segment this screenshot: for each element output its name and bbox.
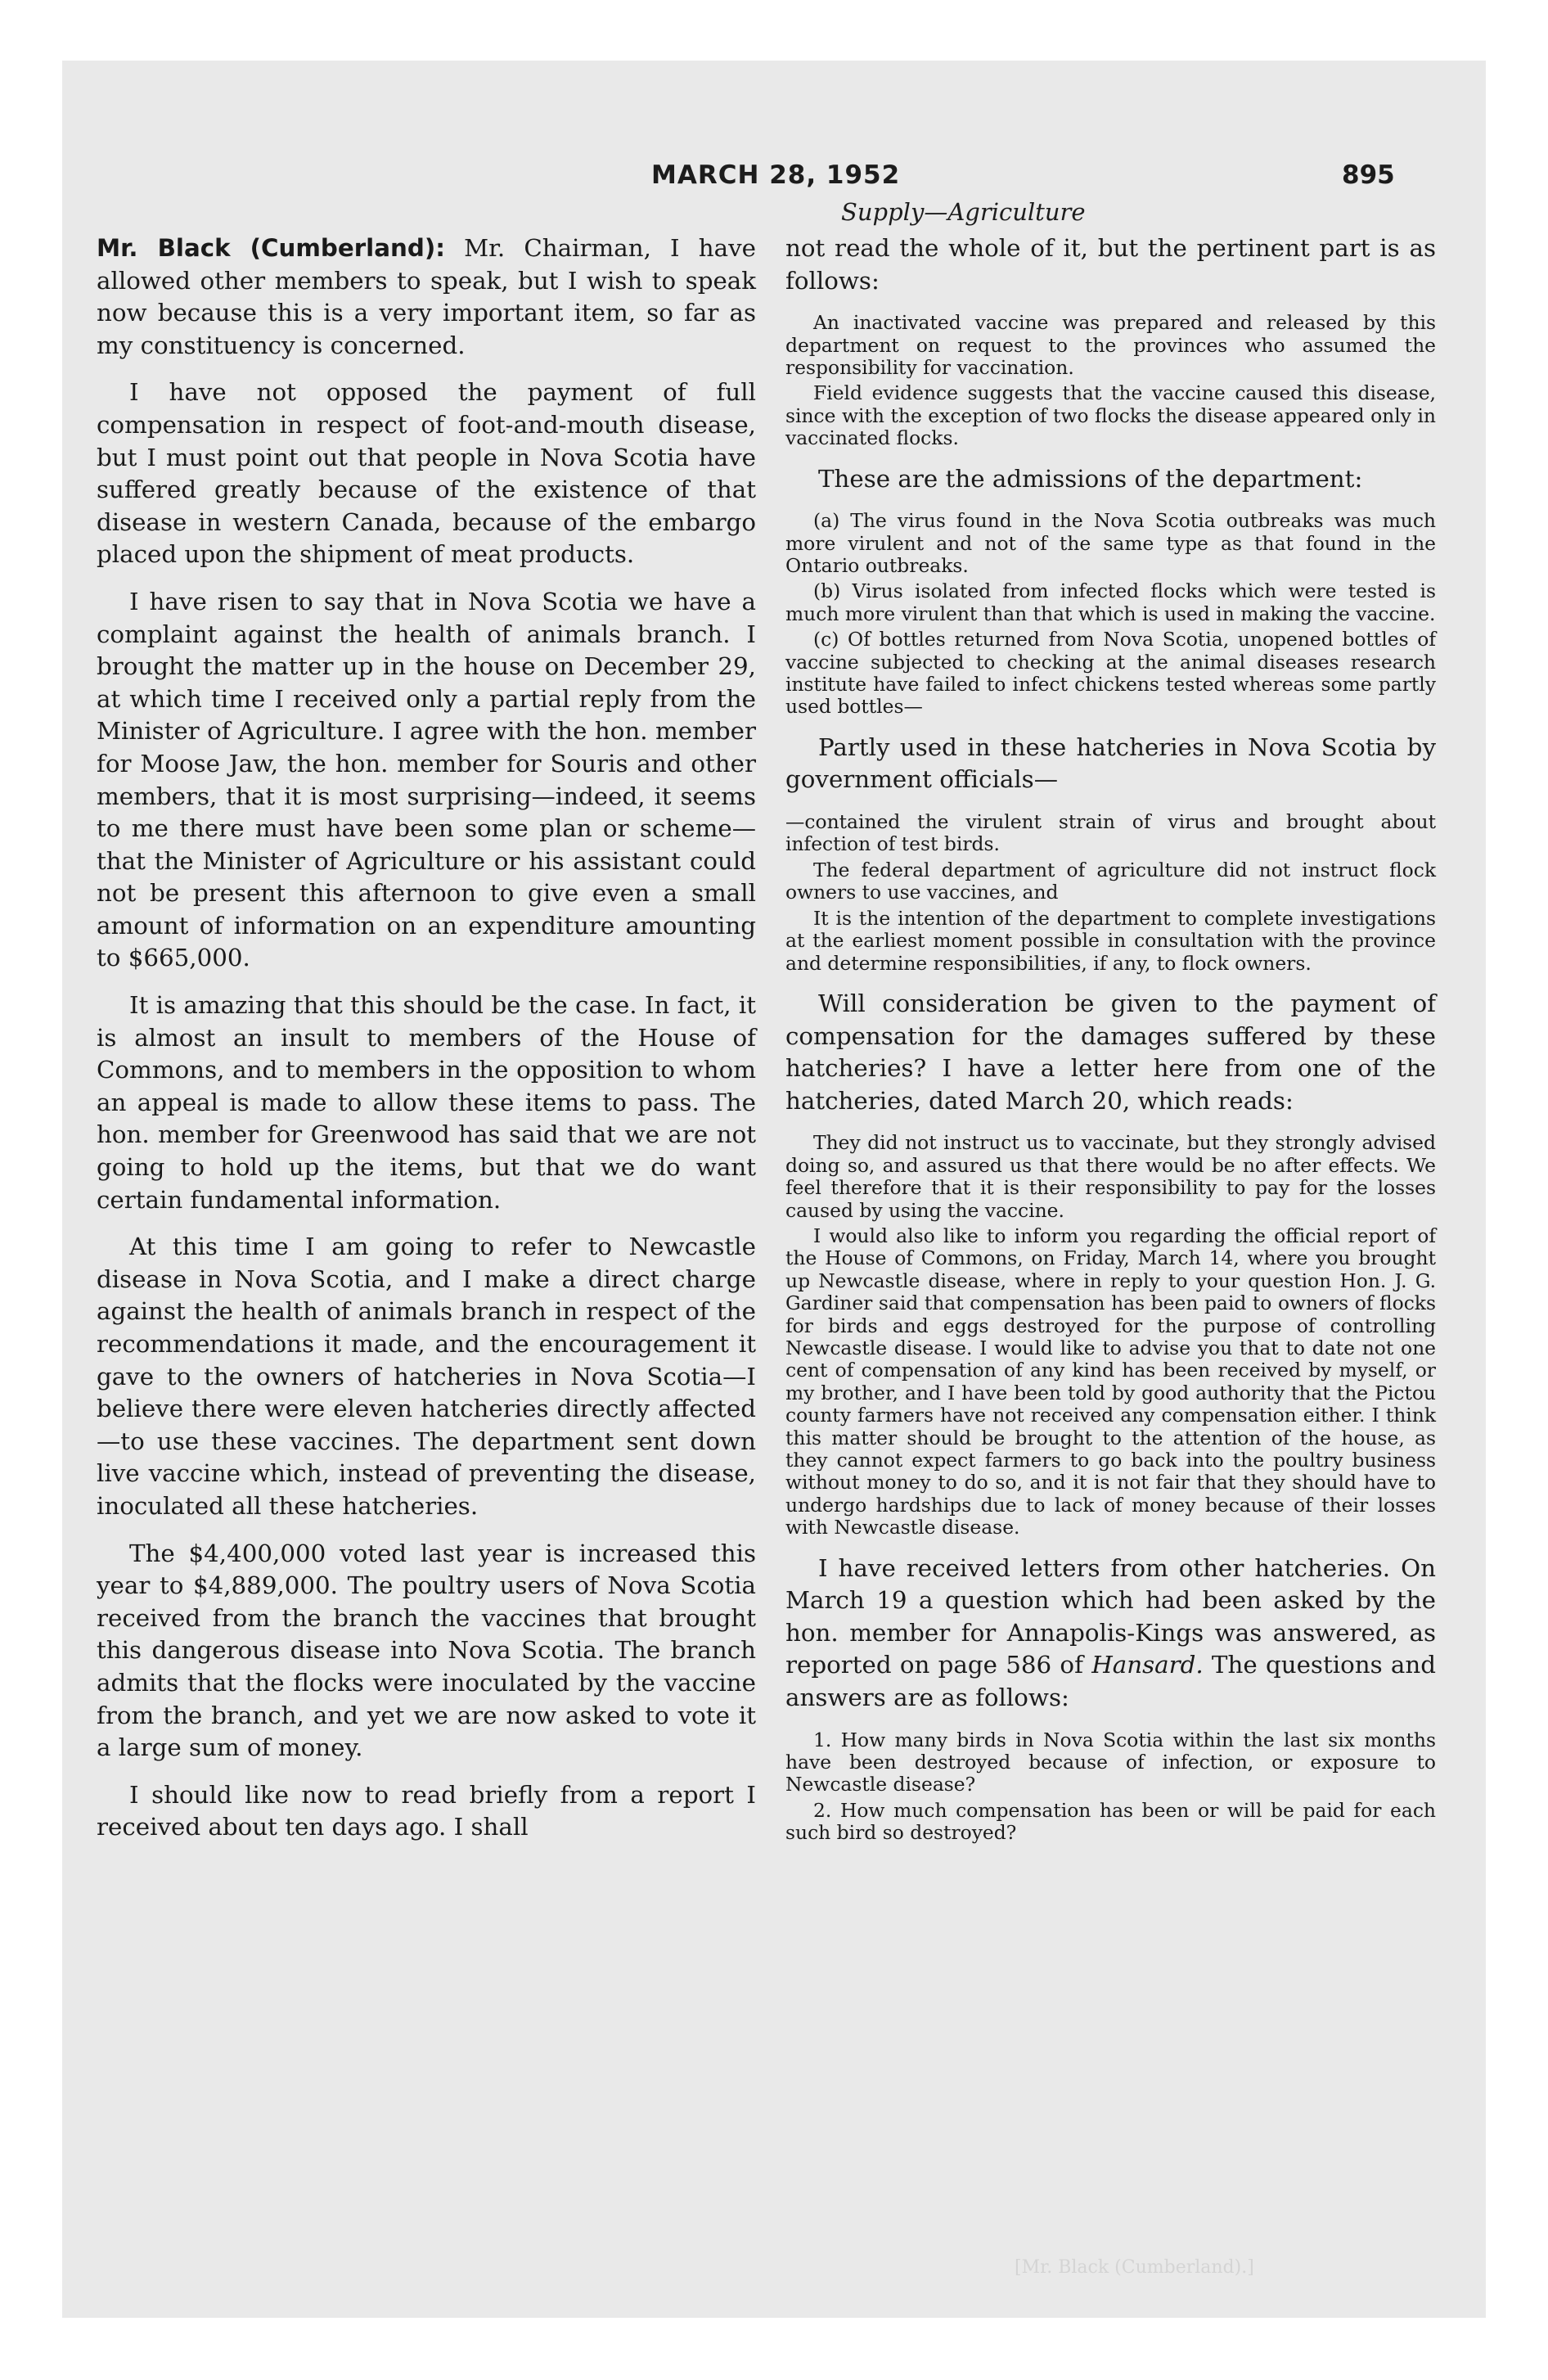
quotation: 2. How much compensation has been or will be paid for each such bird so destroyed?: [785, 1798, 1436, 1845]
quotation: (b) Virus isolated from infected flocks which were tested is much more virulent than that which is used in making the vaccine.: [785, 579, 1436, 625]
quotation: The federal department of agriculture did not instruct flock owners to use vaccines, and: [785, 858, 1436, 904]
quotation: Field evidence suggests that the vaccine caused this disease, since with the exception of two flocks the disease appeared only in vaccinated flocks.: [785, 381, 1436, 450]
paragraph: I should like now to read briefly from a report I received about ten days ago. I shall: [97, 1780, 756, 1841]
quotation: (c) Of bottles returned from Nova Scotia, unopened bottles of vaccine subjected to checking at the animal diseases research institute have failed to infect chickens tested whereas some partly used bottles—: [785, 628, 1436, 719]
page-number: 895: [1342, 160, 1395, 190]
quotation: —contained the virulent strain of virus and brought about infection of test birds.: [785, 810, 1436, 856]
right-column: [785, 232, 1436, 1858]
hansard-reference: Hansard.: [1091, 1651, 1204, 1679]
quotation: (a) The virus found in the Nova Scotia outbreaks was much more virulent and not of the same type as that found in the Ontario outbreaks.: [785, 509, 1436, 578]
quotation: They did not instruct us to vaccinate, but they strongly advised doing so, and assured us that there would be no after effects. We feel therefore that it is their responsibility to pay for the losses caused by using the vaccine.: [785, 1131, 1436, 1222]
paragraph: not read the whole of it, but the pertinent part is as follows:: [785, 234, 1436, 295]
page-date: MARCH 28, 1952: [651, 160, 901, 190]
speaker-name: Mr. Black (Cumberland):: [97, 234, 445, 262]
paragraph: [785, 1553, 1436, 1715]
quotation: 1. How many birds in Nova Scotia within the last six months have been destroyed because of infection, or exposure to Newcastle disease?: [785, 1728, 1436, 1796]
paragraph: Partly used in these hatcheries in Nova Scotia by government officials—: [785, 732, 1436, 794]
quotation: I would also like to inform you regarding the official report of the House of Commons, on Friday, March 14, where you brought up Newcastle disease, where in reply to your question Hon. J. G. Gardiner said that compensation has been paid to owners of flocks for birds and eggs destroyed for the purpose of controlling Newcastle disease. I would like to advise you that to date not one cent of compensation of any kind has been received by myself, or my brother, and I have been told by good authority that the Pictou county farmers have not received any compensation either. I think this matter should be brought to the attention of the house, as they cannot expect farmers to go back into the poultry business without money to do so, and it is not fair that they should have to undergo hardships due to lack of money because of their losses with Newcastle disease.: [785, 1224, 1436, 1539]
paragraph: [97, 232, 756, 362]
quotation: It is the intention of the department to complete investigations at the earliest moment possible in consultation with the province and determine responsibilities, if any, to flock owners.: [785, 906, 1436, 975]
faint-footer-text: [Mr. Black (Cumberland).]: [1015, 2257, 1254, 2278]
paragraph: The $4,400,000 voted last year is increased this year to $4,889,000. The poultry users of Nova Scotia received from the branch the vaccines that brought this dangerous disease into Nova Scotia. The branch admits that the flocks were inoculated by the vaccine from the branch, and yet we are now asked to vote it a large sum of money.: [97, 1539, 756, 1762]
paragraph-text: The questions and answers are as follows:: [785, 1651, 1436, 1711]
paragraph: It is amazing that this should be the case. In fact, it is almost an insult to members of the House of Commons, and to members in the opposition to whom an appeal is made to allow these items to pass. The hon. member for Greenwood has said that we are not going to hold up the items, but that we do want certain fundamental information.: [97, 991, 756, 1214]
left-column: [97, 232, 756, 1859]
paragraph: I have risen to say that in Nova Scotia we have a complaint against the health of animals branch. I brought the matter up in the house on December 29, at which time I received only a partial reply from the Minister of Agriculture. I agree with the hon. member for Moose Jaw, the hon. member for Souris and other members, that it is most surprising—indeed, it seems to me there must have been some plan or scheme—that the Minister of Agriculture or his assistant could not be present this afternoon to give even a small amount of information on an expenditure amounting to $665,000.: [97, 587, 756, 972]
paragraph: I have not opposed the payment of full compensation in respect of foot-and-mouth disease, but I must point out that people in Nova Scotia have suffered greatly because of the existence of that disease in western Canada, because of the embargo placed upon the shipment of meat products.: [97, 378, 756, 569]
quotation: An inactivated vaccine was prepared and released by this department on request to the provinces who assumed the responsibility for vaccination.: [785, 311, 1436, 379]
paragraph-text: I have received letters from other hatcheries. On March 19 a question which had been asked by the hon. member for Annapolis-Kings was answered, as reported on page 586 of: [785, 1553, 1436, 1679]
paragraph: At this time I am going to refer to Newcastle disease in Nova Scotia, and I make a direct charge against the health of animals branch in respect of the recommendations it made, and the encouragement it gave to the owners of hatcheries in Nova Scotia—I believe there were eleven hatcheries directly affected—to use these vaccines. The department sent down live vaccine which, instead of preventing the disease, inoculated all these hatcheries.: [97, 1233, 756, 1520]
paragraph: These are the admissions of the department:: [818, 464, 1363, 493]
running-head: Supply—Agriculture: [841, 198, 1086, 226]
paragraph-text: Mr. Chairman, I have allowed other members to speak, but I wish to speak now because this is a very important item, so far as my constituency is concerned.: [97, 234, 756, 359]
paragraph: Will consideration be given to the payment of compensation for the damages suffered by these hatcheries? I have a letter here from one of the hatcheries, dated March 20, which reads:: [785, 989, 1436, 1115]
